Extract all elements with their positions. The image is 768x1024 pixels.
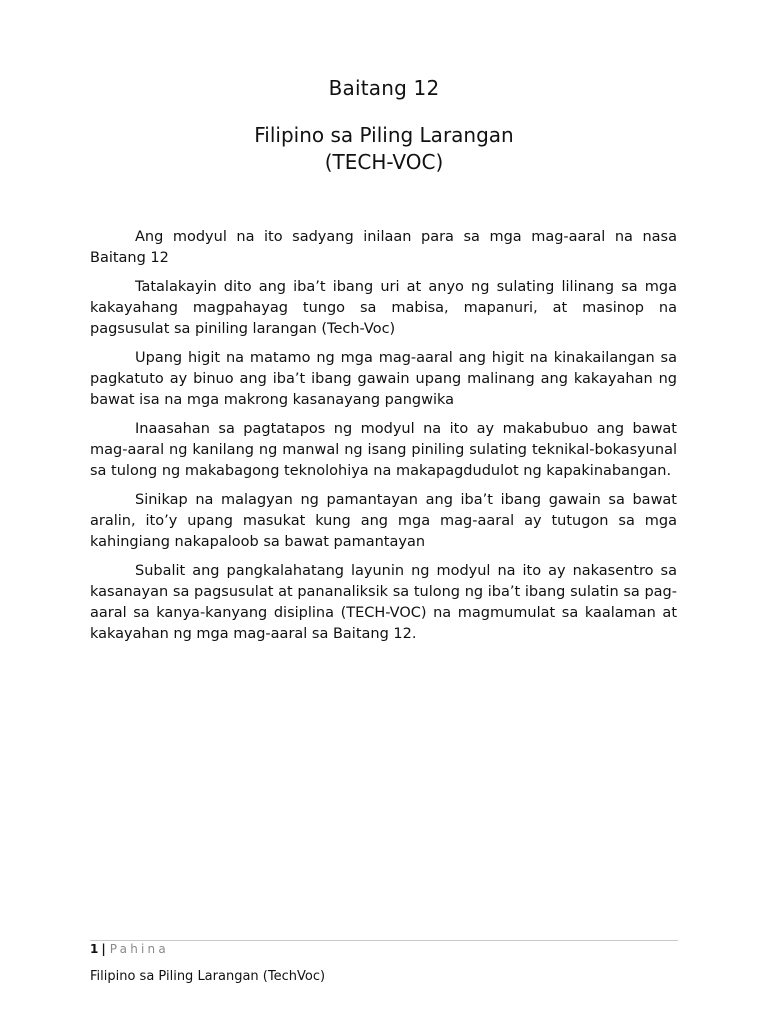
paragraph: Sinikap na malagyan ng pamantayan ang iba’t ibang gawain sa bawat aralin, ito’y upang masukat kung ang mga mag-aaral ay tutugon sa mga kahingiang nakapaloob sa bawat pamantayan bbox=[90, 492, 677, 550]
footer-title: Filipino sa Piling Larangan (TechVoc) bbox=[90, 969, 326, 984]
page-number-separator: | bbox=[101, 942, 106, 956]
paragraph: Tatalakayin dito ang iba’t ibang uri at anyo ng sulating lilinang sa mga kakayahang magpahayag tungo sa mabisa, mapanuri, at masinop na pagsusulat sa piniling larangan (Tech-Voc) bbox=[90, 279, 677, 337]
subject-track: (TECH-VOC) bbox=[324, 150, 444, 174]
paragraph: Upang higit na matamo ng mga mag-aaral ang higit na kinakailangan sa pagkatuto ay binuo ang iba’t ibang gawain upang malinang ang kakayahan ng bawat isa na mga makrong kasanayang pangwika bbox=[90, 350, 677, 408]
page-number bbox=[90, 941, 169, 957]
subject-title: Filipino sa Piling Larangan bbox=[254, 123, 514, 147]
grade-heading: Baitang 12 bbox=[328, 76, 440, 100]
paragraph: Subalit ang pangkalahatang layunin ng modyul na ito ay nakasentro sa kasanayan sa pagsusulat at pananaliksik sa tulong ng iba’t ibang sulatin sa pag-aaral sa kanya-kanyang disiplina (TECH-VOC) na magmumulat sa kaalaman at kakayahan ng mga mag-aaral sa Baitang 12. bbox=[90, 563, 677, 642]
paragraph: Inaasahan sa pagtatapos ng modyul na ito ay makabubuo ang bawat mag-aaral ng kanilang ng manwal ng isang piniling sulating teknikal-bokasyunal sa tulong ng makabagong teknolohiya na makapagdudulot ng kapakinabangan. bbox=[90, 421, 677, 479]
page-label: Pahina bbox=[109, 942, 169, 956]
subject-heading bbox=[0, 122, 768, 176]
footer-divider bbox=[90, 940, 678, 941]
paragraph: Ang modyul na ito sadyang inilaan para sa mga mag-aaral na nasa Baitang 12 bbox=[90, 229, 677, 266]
page-number-value: 1 bbox=[90, 942, 99, 956]
body-text bbox=[90, 227, 677, 653]
